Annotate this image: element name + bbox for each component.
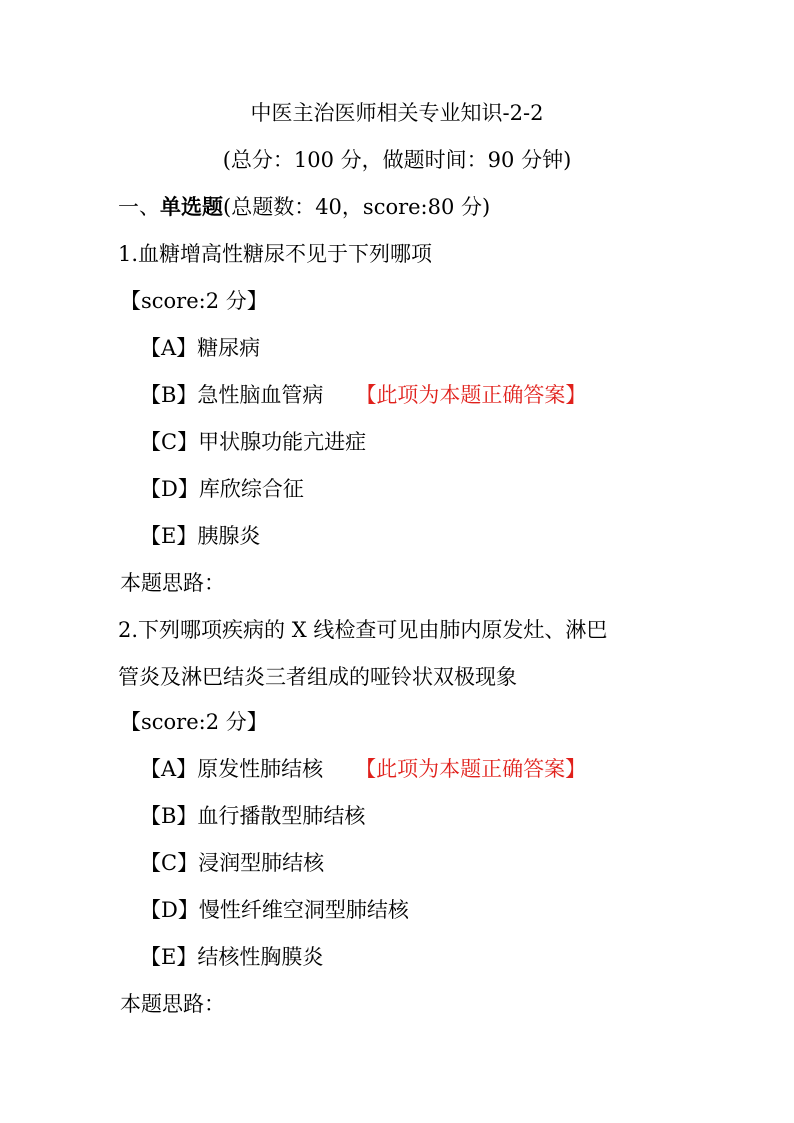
question-2-option-a [140,755,586,783]
page-title: 中医主治医师相关专业知识-2-2 [250,101,544,125]
question-2-analysis: 本题思路： [120,992,225,1016]
option-label: 【A】糖尿病 [140,336,261,360]
question-2-option-c [140,849,324,877]
option-label: 【B】急性脑血管病 [140,383,324,407]
question-1-text: 1.血糖增高性糖尿不见于下列哪项 [118,242,433,266]
question-1-option-d [140,475,304,503]
section-name: 单选题 [160,194,223,219]
option-label: 【D】库欣综合征 [140,477,304,501]
question-1-option-e [140,522,260,550]
option-label: 【D】慢性纤维空洞型肺结核 [140,898,409,922]
question-1-analysis: 本题思路： [120,571,225,595]
question-1-option-a [140,334,260,362]
page-subtitle: (总分：100 分，做题时间：90 分钟) [222,148,572,172]
section-prefix: 一、 [118,195,160,219]
question-2-text-line-2: 管炎及淋巴结炎三者组成的哑铃状双极现象 [118,665,517,689]
option-label: 【C】浸润型肺结核 [140,851,325,875]
question-2-text-line-1: 2.下列哪项疾病的 X 线检查可见由肺内原发灶、淋巴 [118,618,608,642]
question-2-option-b [140,802,365,830]
correct-answer-mark: 【此项为本题正确答案】 [355,757,587,781]
option-label: 【B】血行播散型肺结核 [140,804,366,828]
question-1-option-c [140,428,366,456]
question-1-option-b [140,381,586,409]
question-1-score: 【score:2 分】 [120,289,268,313]
question-2-score: 【score:2 分】 [120,710,268,734]
question-2-option-e [140,943,323,971]
option-label: 【C】甲状腺功能亢进症 [140,430,367,454]
correct-answer-mark: 【此项为本题正确答案】 [355,383,587,407]
option-label: 【A】原发性肺结核 [140,757,324,781]
section-meta: (总题数：40，score:80 分) [223,195,491,219]
option-label: 【E】胰腺炎 [140,524,261,548]
section-heading [118,193,490,221]
question-2-option-d [140,896,409,924]
option-label: 【E】结核性胸膜炎 [140,945,324,969]
